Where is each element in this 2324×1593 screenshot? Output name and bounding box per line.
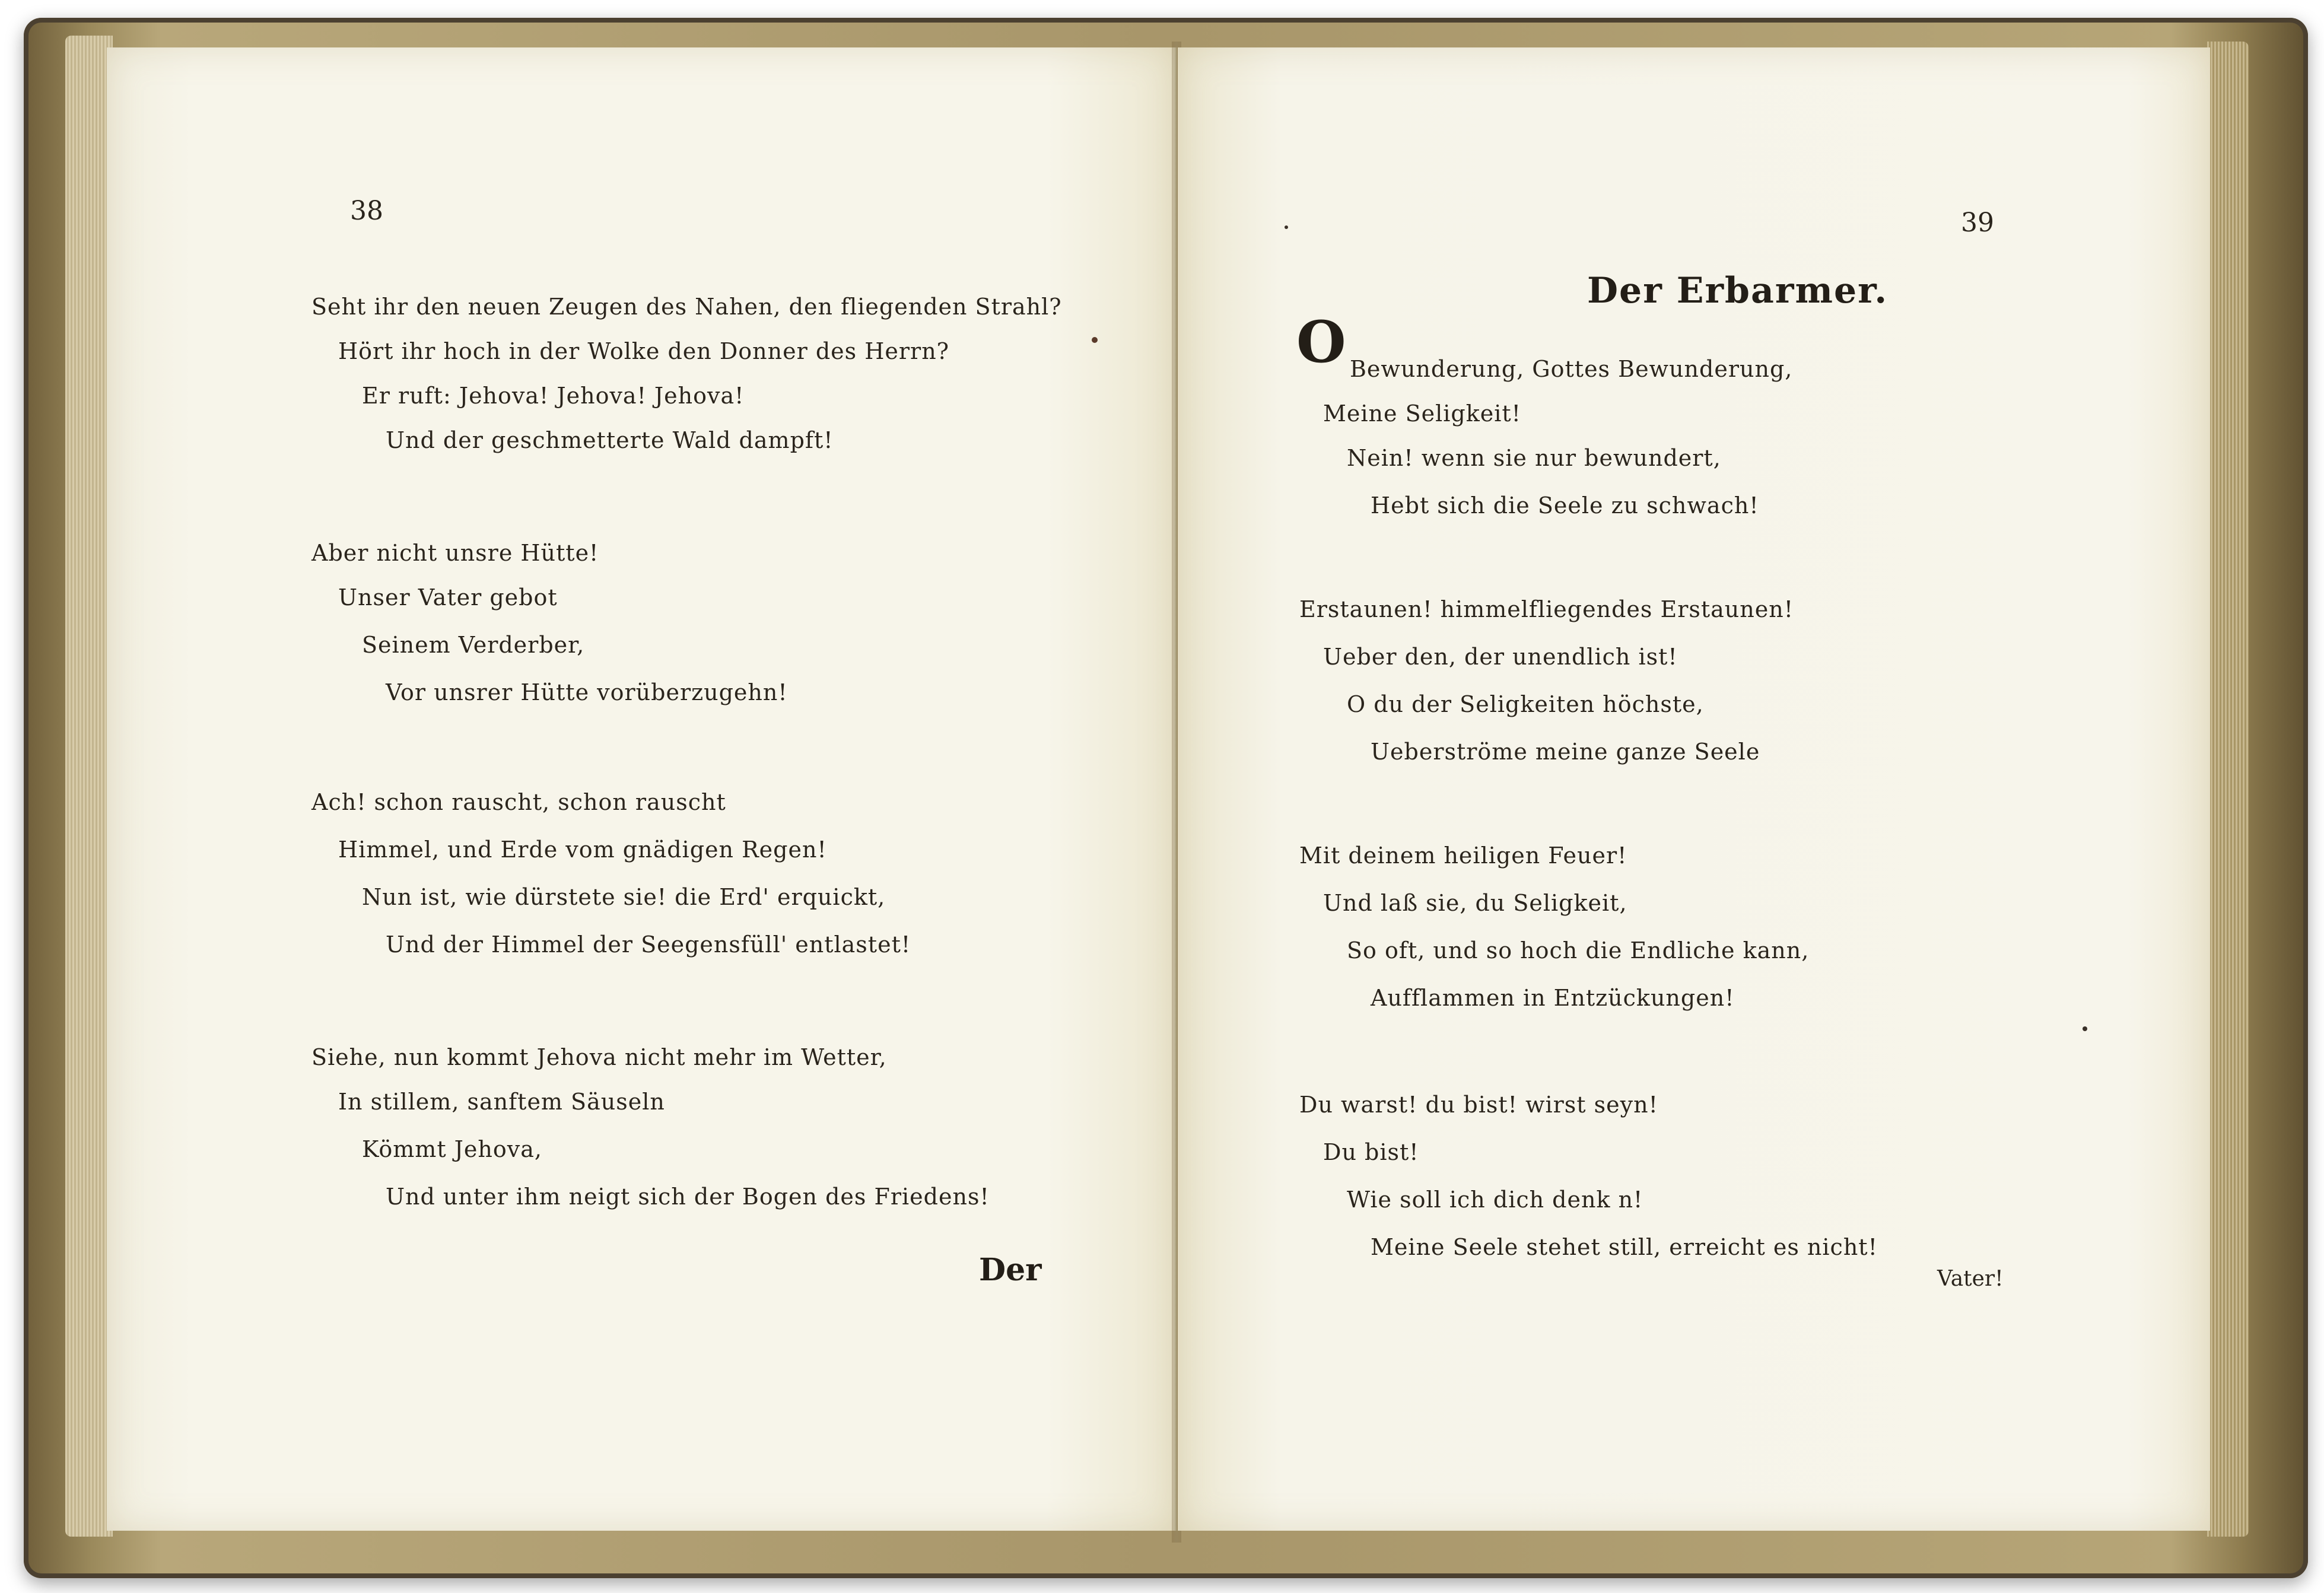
- right-stanza-3-line-4: Aufflammen in Entzückungen!: [1371, 985, 1735, 1011]
- page-edges-left: [65, 36, 113, 1537]
- right-stanza-1-line-3: Nein! wenn sie nur bewundert,: [1347, 445, 1721, 471]
- left-stanza-4-line-3: Kömmt Jehova,: [362, 1136, 542, 1162]
- ink-speck: [1285, 225, 1288, 229]
- right-stanza-2-line-3: O du der Seligkeiten höchste,: [1347, 691, 1704, 717]
- left-stanza-4-line-2: In stillem, sanftem Säuseln: [338, 1089, 665, 1115]
- left-stanza-1-line-1: Seht ihr den neuen Zeugen des Nahen, den fliegenden Strahl?: [311, 294, 1062, 320]
- left-stanza-1-line-2: Hört ihr hoch in der Wolke den Donner des Herrn?: [338, 338, 950, 364]
- right-catchword: Vater!: [1937, 1267, 2004, 1291]
- left-stanza-2-line-1: Aber nicht unsre Hütte!: [311, 540, 599, 566]
- left-stanza-3-line-1: Ach! schon rauscht, schon rauscht: [311, 789, 726, 815]
- right-stanza-2-line-4: Ueberströme meine ganze Seele: [1371, 739, 1760, 765]
- right-stanza-4-line-2: Du bist!: [1323, 1139, 1419, 1165]
- right-stanza-1-line-2: Meine Seligkeit!: [1323, 400, 1521, 427]
- right-stanza-2-line-1: Erstaunen! himmelfliegendes Erstaunen!: [1299, 596, 1794, 622]
- right-stanza-4-line-3: Wie soll ich dich denk n!: [1347, 1187, 1643, 1213]
- right-stanza-3-line-2: Und laß sie, du Seligkeit,: [1323, 890, 1627, 916]
- right-stanza-3-line-1: Mit deinem heiligen Feuer!: [1299, 842, 1627, 869]
- dropcap-letter: O: [1296, 309, 1346, 376]
- left-stanza-4-line-4: Und unter ihm neigt sich der Bogen des Friedens!: [386, 1184, 990, 1210]
- left-stanza-2-line-2: Unser Vater gebot: [338, 584, 558, 611]
- right-stanza-2-line-2: Ueber den, der unendlich ist!: [1323, 644, 1678, 670]
- ink-spot: [1092, 337, 1098, 343]
- left-stanza-2-line-4: Vor unsrer Hütte vorüberzugehn!: [386, 679, 788, 705]
- ink-speck: [2083, 1026, 2087, 1031]
- left-stanza-2-line-3: Seinem Verderber,: [362, 632, 585, 658]
- right-stanza-4-line-1: Du warst! du bist! wirst seyn!: [1299, 1092, 1658, 1118]
- right-page-number: 39: [1961, 208, 1994, 238]
- left-catchword: Der: [979, 1252, 1042, 1288]
- left-page: [107, 47, 1177, 1531]
- left-stanza-3-line-2: Himmel, und Erde vom gnädigen Regen!: [338, 837, 827, 863]
- left-stanza-1-line-4: Und der geschmetterte Wald dampft!: [386, 427, 834, 453]
- left-page-number: 38: [350, 196, 383, 226]
- left-stanza-3-line-4: Und der Himmel der Seegensfüll' entlastet!: [386, 931, 911, 958]
- right-stanza-1-line-1: Bewunderung, Gottes Bewunderung,: [1350, 356, 1793, 382]
- left-stanza-4-line-1: Siehe, nun kommt Jehova nicht mehr im Wetter,: [311, 1044, 887, 1070]
- poem-title: Der Erbarmer.: [1587, 270, 1889, 311]
- right-stanza-4-line-4: Meine Seele stehet still, erreicht es nicht!: [1371, 1234, 1878, 1260]
- right-page: [1178, 47, 2210, 1531]
- left-stanza-3-line-3: Nun ist, wie dürstete sie! die Erd' erquickt,: [362, 884, 886, 910]
- left-stanza-1-line-3: Er ruft: Jehova! Jehova! Jehova!: [362, 383, 745, 409]
- right-stanza-1-line-4: Hebt sich die Seele zu schwach!: [1371, 492, 1759, 519]
- page-edges-right: [2207, 42, 2249, 1537]
- right-stanza-3-line-3: So oft, und so hoch die Endliche kann,: [1347, 937, 1810, 964]
